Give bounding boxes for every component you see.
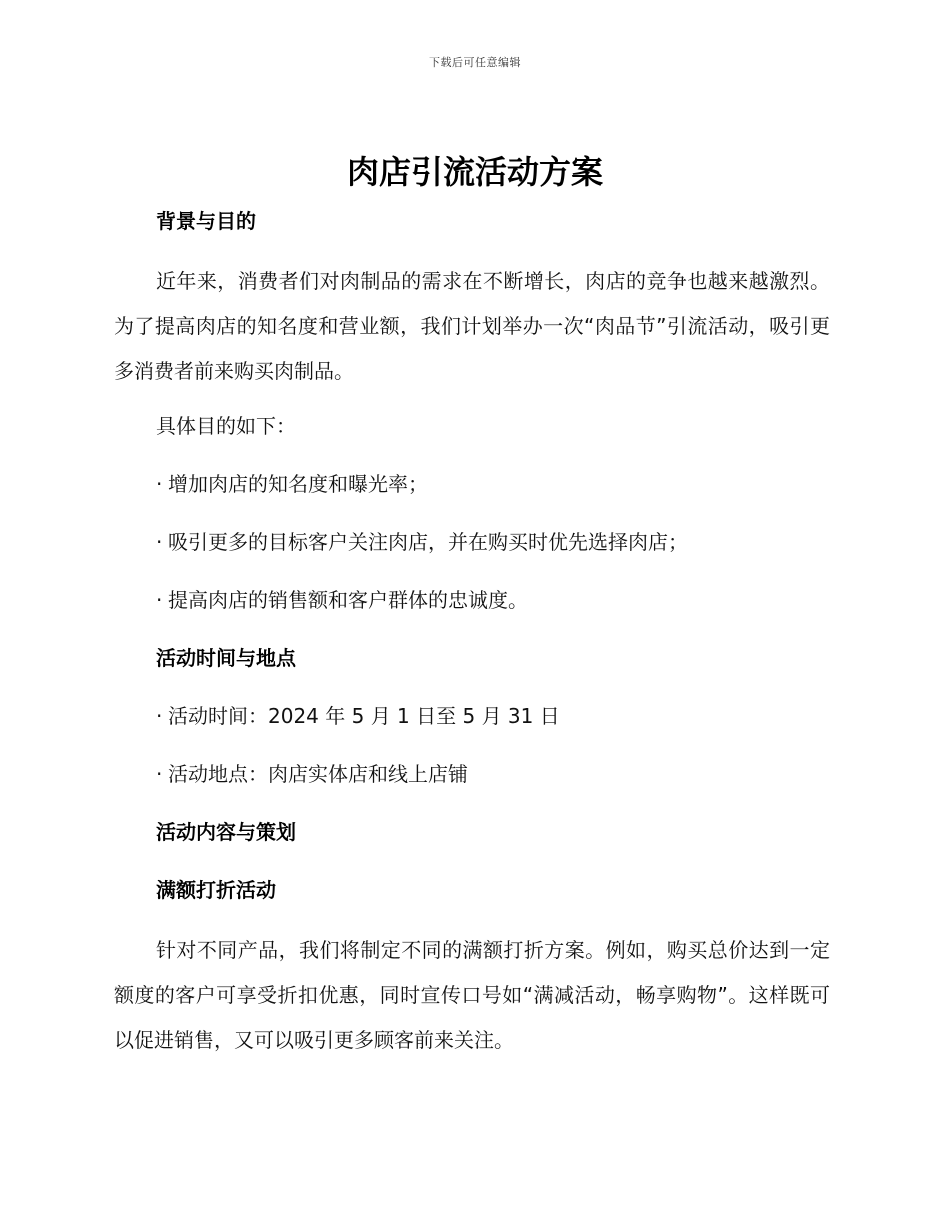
document-title: 肉店引流活动方案 <box>346 153 603 191</box>
page-header-note: 下载后可任意编辑 <box>429 56 521 69</box>
section-heading-content-plan: 活动内容与策划 <box>156 820 296 844</box>
bullet-icon: · <box>156 588 163 612</box>
goal-text: 增加肉店的知名度和曝光率； <box>168 472 428 496</box>
bullet-icon: · <box>156 530 163 554</box>
goal-list-item <box>114 522 830 562</box>
bullet-icon: · <box>156 704 163 728</box>
section-heading-background: 背景与目的 <box>156 209 256 233</box>
discount-paragraph: 针对不同产品，我们将制定不同的满额打折方案。例如，购买总价达到一定额度的客户可享受折扣优惠，同时宣传口号如“满减活动，畅享购物”。这样既可以促进销售，又可以吸引更多顾客前来关注。 <box>114 938 830 1052</box>
bullet-icon: · <box>156 472 163 496</box>
time-place-item <box>114 754 830 794</box>
goal-list-item <box>114 580 830 620</box>
time-place-item <box>114 696 830 736</box>
subsection-heading-discount: 满额打折活动 <box>156 878 276 902</box>
goals-intro: 具体目的如下： <box>156 414 296 438</box>
bullet-icon: · <box>156 762 163 786</box>
section-heading-time-place: 活动时间与地点 <box>156 646 296 670</box>
goal-text: 提高肉店的销售额和客户群体的忠诚度。 <box>168 588 528 612</box>
goal-list-item <box>114 464 830 504</box>
background-paragraph: 近年来，消费者们对肉制品的需求在不断增长，肉店的竞争也越来越激烈。为了提高肉店的知名度和营业额，我们计划举办一次“肉品节”引流活动，吸引更多消费者前来购买肉制品。 <box>114 269 830 383</box>
time-place-text: 活动地点：肉店实体店和线上店铺 <box>168 762 468 786</box>
goal-text: 吸引更多的目标客户关注肉店，并在购买时优先选择肉店； <box>168 530 688 554</box>
document-body <box>114 201 830 1075</box>
time-place-text: 活动时间：2024 年 5 月 1 日至 5 月 31 日 <box>168 704 560 728</box>
